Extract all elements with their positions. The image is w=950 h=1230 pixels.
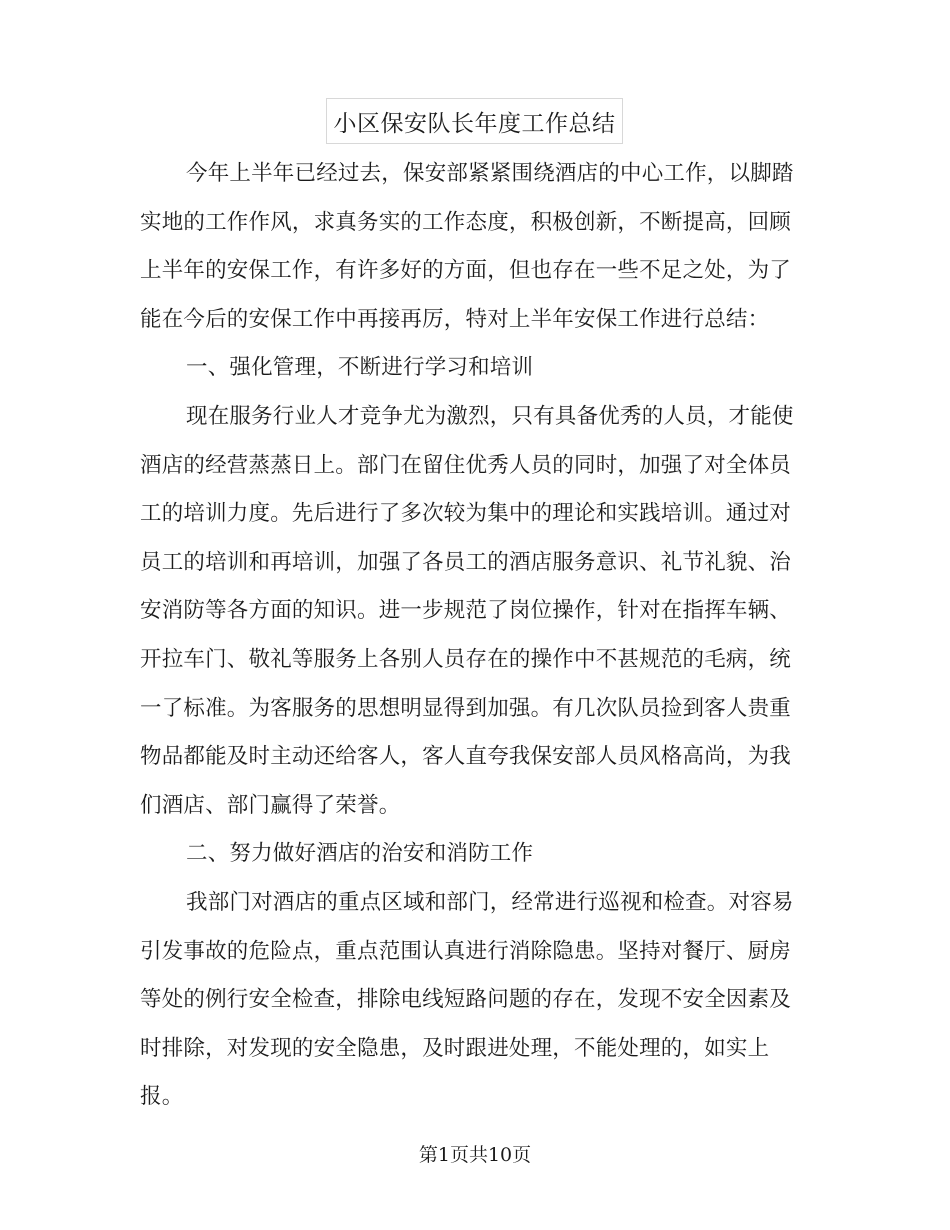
text-line: 等处的例行安全检查，排除电线短路问题的存在，发现不安全因素及: [140, 987, 792, 1013]
text-line: 二、努力做好酒店的治安和消防工作: [186, 841, 534, 867]
document-body: [140, 150, 808, 1122]
text-line: 工的培训力度。先后进行了多次较为集中的理论和实践培训。通过对: [140, 501, 792, 527]
text-line: 们酒店、部门赢得了荣誉。: [140, 792, 401, 818]
text-line: 报。: [140, 1084, 184, 1110]
text-line: 物品都能及时主动还给客人，客人直夸我保安部人员风格高尚，为我: [140, 744, 792, 770]
text-line: 员工的培训和再培训，加强了各员工的酒店服务意识、礼节礼貌、治: [140, 549, 792, 575]
text-line: 我部门对酒店的重点区域和部门，经常进行巡视和检查。对容易: [186, 889, 794, 915]
text-line: 时排除，对发现的安全隐患，及时跟进处理，不能处理的，如实上: [140, 1035, 770, 1061]
text-line: 开拉车门、敬礼等服务上各别人员存在的操作中不甚规范的毛病，统: [140, 646, 792, 672]
text-line: 一、强化管理，不断进行学习和培训: [186, 355, 534, 381]
text-line: 今年上半年已经过去，保安部紧紧围绕酒店的中心工作，以脚踏: [186, 161, 794, 186]
page-footer: 第1页共10页: [418, 1144, 532, 1166]
text-line: 能在今后的安保工作中再接再厉，特对上半年安保工作进行总结：: [140, 306, 770, 332]
text-line: 一了标准。为客服务的思想明显得到加强。有几次队员捡到客人贵重: [140, 695, 792, 721]
text-line: 实地的工作作风，求真务实的工作态度，积极创新，不断提高，回顾: [140, 209, 792, 235]
text-line: 现在服务行业人才竞争尤为激烈，只有具备优秀的人员，才能使: [186, 403, 794, 429]
text-line: 酒店的经营蒸蒸日上。部门在留住优秀人员的同时，加强了对全体员: [140, 452, 792, 478]
text-line: 引发事故的危险点，重点范围认真进行消除隐患。坚持对餐厅、厨房: [140, 938, 792, 964]
document-title: 小区保安队长年度工作总结: [333, 110, 616, 137]
title-box: [326, 98, 623, 144]
text-line: 上半年的安保工作，有许多好的方面，但也存在一些不足之处，为了: [140, 258, 792, 284]
text-line: 安消防等各方面的知识。进一步规范了岗位操作，针对在指挥车辆、: [140, 598, 792, 624]
